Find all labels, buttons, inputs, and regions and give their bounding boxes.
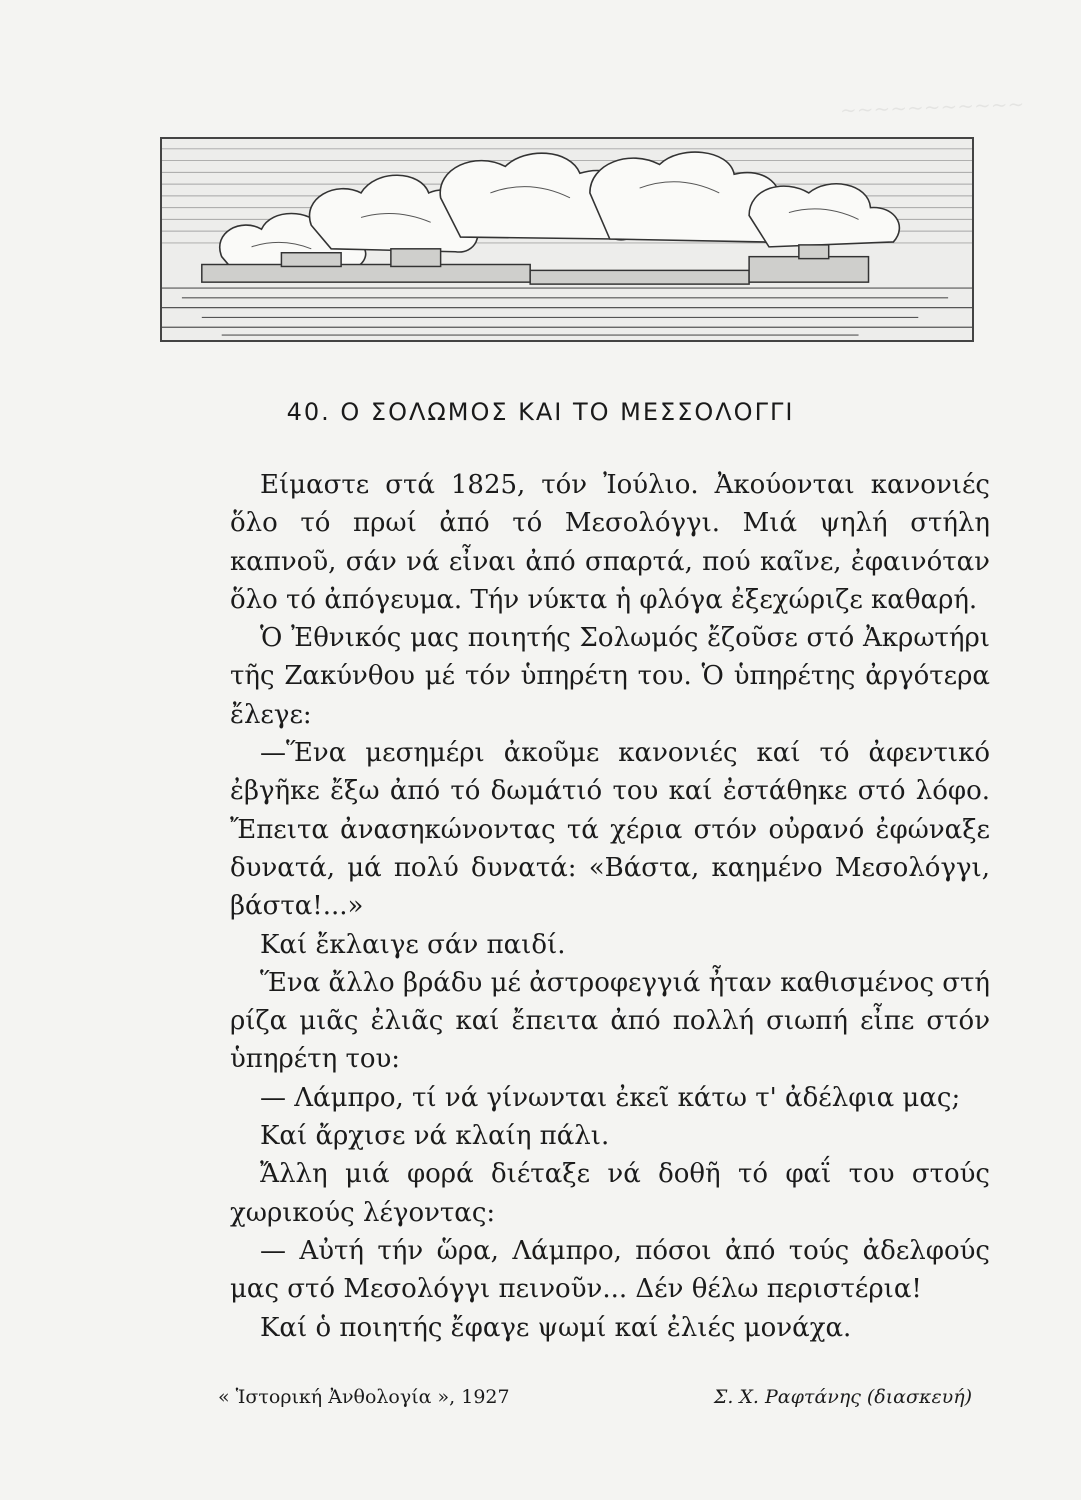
source-book: « Ἱστορική Ἀνθολογία », 1927 bbox=[218, 1386, 510, 1408]
bleed-through: ~~~~~~~~~~~ bbox=[839, 91, 1025, 123]
paragraph: Καί ὁ ποιητής ἔφαγε ψωμί καί ἐλιές μονάχα. bbox=[260, 1312, 852, 1343]
page-title: 40. Ο ΣΟΛΩΜΟΣ ΚΑΙ ΤΟ ΜΕΣΣΟΛΟΓΓΙ bbox=[286, 398, 795, 426]
paragraph: Ἄλλη μιά φορά διέταξε νά δοθῆ τό φαΐ του στούς χωρικούς λέγοντας: bbox=[230, 1159, 990, 1228]
paragraph: Είμαστε στά 1825, τόν Ἰούλιο. Ἀκούονται κανονιές ὅλο τό πρωί ἀπό τό Μεσολόγγι. Μιά ψηλή στήλη καπνοῦ, σάν νά εἶναι ἀπό σπαρτά, πού καῖνε, ἐφαινόταν ὅλο τό ἀπόγευμα. Τήν νύκτα ἡ φλόγα ἐξεχώριζε καθαρή. bbox=[230, 470, 990, 615]
paragraph: —Ἕνα μεσημέρι ἀκοῦμε κανονιές καί τό ἀφεντικό ἐβγῆκε ἔξω ἀπό τό δωμάτιό του καί ἐστάθηκε στό λόφο. Ἔπειτα ἀνασηκώνοντας τά χέρια στόν οὐρανό ἐφώναξε δυνατά, μά πολύ δυνατά: «Βάστα, καημένο Μεσολόγγι, βάστα!...» bbox=[230, 738, 990, 922]
story-body bbox=[230, 466, 990, 1347]
paragraph: — Αὐτή τήν ὥρα, Λάμπρο, πόσοι ἀπό τούς ἀδελφούς μας στό Μεσολόγγι πεινοῦν... Δέν θέλω περιστέρια! bbox=[230, 1235, 990, 1305]
smoke-illustration bbox=[160, 137, 974, 342]
paragraph: Ἕνα ἄλλο βράδυ μέ ἀστροφεγγιά ἦταν καθισμένος στή ρίζα μιᾶς ἐλιᾶς καί ἔπειτα ἀπό πολλή σιωπή εἶπε στόν ὑπηρέτη του: bbox=[230, 967, 990, 1075]
paragraph: Καί ἔκλαιγε σάν παιδί. bbox=[260, 929, 566, 960]
paragraph: Ὁ Ἐθνικός μας ποιητής Σολωμός ἔζοῦσε στό Ἀκρωτήρι τῆς Ζακύνθου μέ τόν ὑπηρέτη του. Ὁ ὑπηρέτης ἀργότερα ἔλεγε: bbox=[230, 623, 990, 730]
source-author: Σ. Χ. Ραφτάνης (διασκευή) bbox=[713, 1386, 972, 1408]
engraving-svg bbox=[162, 139, 972, 340]
paragraph: Καί ἄρχισε νά κλαίη πάλι. bbox=[260, 1121, 610, 1152]
source-citation bbox=[218, 1386, 972, 1408]
paragraph: — Λάμπρο, τί νά γίνωνται ἐκεῖ κάτω τ' ἀδέλφια μας; bbox=[260, 1082, 961, 1113]
